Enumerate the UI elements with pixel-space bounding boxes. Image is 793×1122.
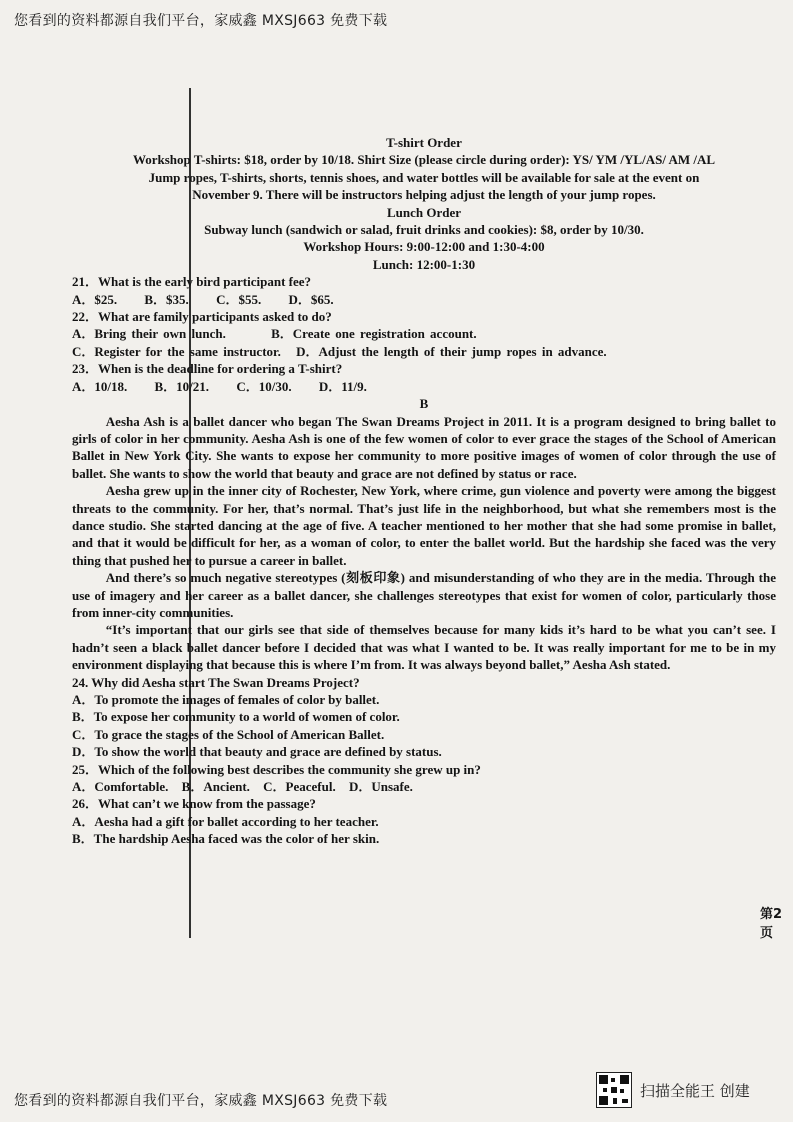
option-25-c: C．Peaceful.	[263, 779, 336, 795]
question-23: 23．When is the deadline for ordering a T-shirt?	[72, 361, 343, 377]
watermark-bottom: 您看到的资料都源自我们平台，家威鑫 MXSJ663 免费下载	[14, 1093, 388, 1109]
page-number: 第2页	[760, 907, 783, 941]
scanner-app-label: 扫描全能王 创建	[640, 1082, 750, 1100]
question-23-options	[72, 378, 776, 395]
option-22-d: D．Adjust the length of their jump ropes in advance.	[296, 343, 607, 359]
jump-rope-line-1: Jump ropes, T-shirts, shorts, tennis shoes, and water bottles will be available for sale at the event on	[148, 169, 700, 185]
option-21-c: C．$55.	[216, 291, 262, 307]
question-25: 25．Which of the following best describes the community she grew up in?	[72, 761, 481, 777]
option-25-b: B．Ancient.	[181, 779, 250, 795]
workshop-hours: Workshop Hours: 9:00-12:00 and 1:30-4:00	[303, 239, 545, 255]
option-21-d: D．$65.	[288, 291, 334, 307]
question-22: 22．What are family participants asked to do?	[72, 309, 332, 325]
option-26-b: B．The hardship Aesha faced was the color of her skin.	[72, 831, 380, 847]
passage-paragraph-2: Aesha grew up in the inner city of Rochester, New York, where crime, gun violence and poverty were among the biggest threats to the community. For her, that’s normal. That’s just life in the neighborhood, but what she remembers most is the dance studio. She started dancing at the age of five. A teacher mentioned to her mother that she had some promise in ballet, and that it would be difficult for her, as a woman of color, to enter the ballet world. But the hardship she faced was the very thing that pushed her to pursue a career in ballet.	[72, 483, 776, 568]
option-24-c: C．To grace the stages of the School of American Ballet.	[72, 726, 385, 742]
option-22-c: C．Register for the same instructor.	[72, 343, 281, 359]
option-22-b: B．Create one registration account.	[271, 326, 477, 342]
option-23-c: C．10/30.	[236, 378, 292, 394]
option-24-d: D．To show the world that beauty and grace are defined by status.	[72, 744, 442, 760]
option-24-b: B．To expose her community to a world of women of color.	[72, 709, 400, 725]
tshirt-line: Workshop T-shirts: $18, order by 10/18. Shirt Size (please circle during order): YS/ YM /YL/AS/ AM /AL	[132, 152, 716, 168]
section-b-heading: B	[419, 396, 429, 412]
jump-rope-line-2: November 9. There will be instructors helping adjust the length of your jump ropes.	[192, 187, 656, 203]
option-23-d: D．11/9.	[318, 378, 367, 394]
tshirt-heading: T-shirt Order	[386, 135, 462, 150]
question-22-options-row-1	[72, 325, 776, 342]
exam-page-content	[72, 134, 776, 848]
passage-paragraph-3: And there’s so much negative stereotypes (刻板印象) and misunderstanding of who they are in the media. Through the use of imagery and her career as a ballet dancer, she challenges stereotypes that exist for women of color, particularly those from inner-city communities.	[72, 570, 776, 620]
question-22-options-row-2	[72, 343, 776, 360]
question-21: 21．What is the early bird participant fee?	[72, 274, 312, 290]
option-21-b: B．$35.	[144, 291, 189, 307]
option-25-a: A．Comfortable.	[72, 779, 169, 795]
option-23-a: A．10/18.	[72, 378, 128, 394]
option-22-a: A．Bring their own lunch.	[72, 326, 226, 342]
question-25-options	[72, 778, 776, 795]
qr-code-icon	[596, 1072, 632, 1108]
option-25-d: D．Unsafe.	[348, 779, 413, 795]
option-24-a: A．To promote the images of females of color by ballet.	[72, 692, 380, 707]
lunch-line: Subway lunch (sandwich or salad, fruit drinks and cookies): $8, order by 10/30.	[204, 222, 644, 238]
question-21-options	[72, 291, 776, 308]
lunch-time: Lunch: 12:00-1:30	[372, 256, 476, 272]
question-24: 24. Why did Aesha start The Swan Dreams Project?	[72, 674, 360, 690]
lunch-heading: Lunch Order	[386, 204, 462, 220]
passage-paragraph-1: Aesha Ash is a ballet dancer who began The Swan Dreams Project in 2011. It is a program designed to bring ballet to girls of color in her community. Aesha Ash is one of the few women of color to ever grace the stages of the School of American Ballet in New York City. She wants to expose her community to more positive images of women of color through the use of ballet. She wants to show the world that beauty and grace are not defined by status or race.	[72, 413, 776, 481]
passage-paragraph-4: “It’s important that our girls see that side of themselves because for many kids it’s hard to be what you can’t see. I hadn’t seen a black ballet dancer before I decided that was what I wanted to be. It was really important for me to be in my environment displaying that because this is where I’m from. It was always beyond ballet,” Aesha Ash stated.	[72, 622, 776, 673]
option-26-a: A．Aesha had a gift for ballet according to her teacher.	[72, 813, 379, 829]
watermark-top: 您看到的资料都源自我们平台，家威鑫 MXSJ663 免费下载	[14, 13, 388, 29]
question-26: 26．What can’t we know from the passage?	[72, 796, 316, 812]
option-23-b: B．10/21.	[154, 378, 210, 394]
option-21-a: A．$25.	[72, 291, 118, 307]
